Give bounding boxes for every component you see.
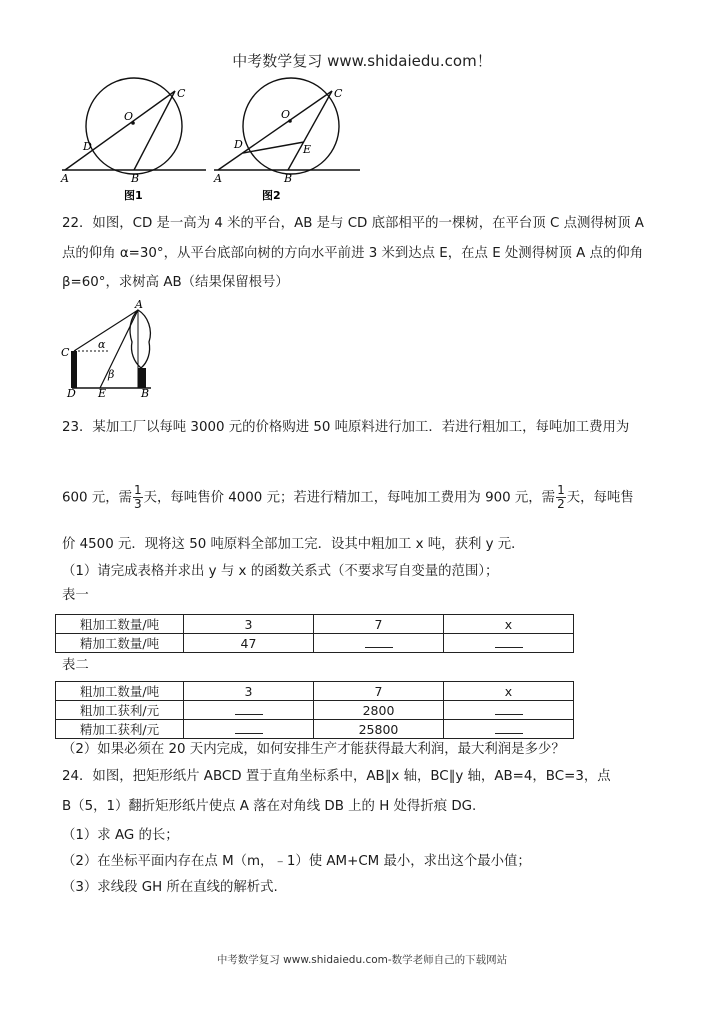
- fraction-2-denominator: 2: [557, 497, 565, 511]
- fig1-circle: [86, 78, 182, 174]
- table-cell: 7: [314, 682, 444, 701]
- fig2-label-E: E: [303, 143, 312, 156]
- table-cell: 3: [184, 682, 314, 701]
- fraction-1-denominator: 3: [134, 497, 142, 511]
- fraction-one-third: [133, 484, 143, 511]
- q24-sub-3: （3）求线段 GH 所在直线的解析式.: [62, 880, 278, 895]
- table-row: [56, 634, 574, 653]
- table-row: [56, 701, 574, 720]
- blank-cell: [184, 720, 314, 739]
- fig1-label-D: D: [83, 140, 92, 153]
- answer-blank: [365, 635, 393, 648]
- fig1-label-A: A: [61, 172, 69, 185]
- q24-sub-1: （1）求 AG 的长；: [62, 828, 179, 843]
- q22-label-B: B: [141, 387, 150, 398]
- q22-label-alpha: α: [98, 338, 106, 351]
- blank-cell: [444, 634, 574, 653]
- fig2-label-C: C: [334, 87, 343, 100]
- fig1-label-B: B: [131, 172, 140, 185]
- q22-label-D: D: [67, 387, 76, 398]
- table-row: [56, 720, 574, 739]
- q23-line-1: 23．某加工厂以每吨 3000 元的价格购进 50 吨原料进行加工．若进行粗加工，每吨加工费用为: [62, 420, 630, 435]
- q23-line-2-part-b: 天，每吨售价 4000 元；若进行精加工，每吨加工费用为 900 元，需: [143, 490, 556, 506]
- fraction-1-numerator: 1: [134, 483, 142, 497]
- page-footer: 中考数学复习 www.shidaiedu.com-数学老师自己的下载网站: [216, 954, 508, 966]
- figure-1: [58, 74, 206, 204]
- figure-2: [210, 74, 362, 204]
- q22-line-3: β=60°，求树高 AB（结果保留根号）: [62, 275, 289, 290]
- q23-sub-1: （1）请完成表格并求出 y 与 x 的函数关系式（不要求写自变量的范围）；: [62, 564, 499, 579]
- q22-platform-CD: [71, 351, 77, 388]
- q22-label-beta: β: [108, 368, 115, 381]
- q22-figure: [58, 296, 168, 398]
- table-cell: 精加工数量/吨: [56, 634, 184, 653]
- q23-line-2-part-c: 天，每吨售: [566, 490, 634, 506]
- table-cell: 精加工获利/元: [56, 720, 184, 739]
- blank-cell: [444, 720, 574, 739]
- answer-blank: [235, 702, 263, 715]
- table2-title: 表二: [62, 658, 89, 673]
- q24-line-1: 24．如图，把矩形纸片 ABCD 置于直角坐标系中，AB∥x 轴，BC∥y 轴，AB=4，BC=3，点: [62, 769, 611, 784]
- table-cell: 25800: [314, 720, 444, 739]
- q23-line-2-part-a: 600 元，需: [62, 490, 132, 506]
- q24-sub-2: （2）在坐标平面内存在点 M（m，﹣1）使 AM+CM 最小，求出这个最小值；: [62, 854, 531, 869]
- q22-label-E: E: [98, 387, 107, 398]
- table-cell: x: [444, 682, 574, 701]
- fig2-circle: [243, 78, 339, 174]
- table-cell: 47: [184, 634, 314, 653]
- table-cell: 7: [314, 615, 444, 634]
- q23-line-2: [62, 484, 634, 511]
- q23-sub-2: （2）如果必须在 20 天内完成，如何安排生产才能获得最大利润，最大利润是多少？: [62, 742, 565, 757]
- fig2-label-D: D: [234, 138, 243, 151]
- table-cell: 3: [184, 615, 314, 634]
- fig2-caption: 图2: [262, 189, 281, 202]
- fig2-label-A: A: [214, 172, 222, 185]
- answer-blank: [235, 721, 263, 734]
- q22-label-A: A: [135, 298, 143, 311]
- blank-cell: [184, 701, 314, 720]
- q22-trunk: [138, 368, 146, 388]
- q22-tree-crown: [130, 310, 150, 368]
- table-row: [56, 682, 574, 701]
- fig2-label-O: O: [281, 108, 291, 121]
- table-cell: 粗加工数量/吨: [56, 615, 184, 634]
- fraction-one-half: [556, 484, 566, 511]
- table-1: [55, 614, 574, 653]
- fig1-caption: 图1: [124, 189, 143, 202]
- fig2-label-B: B: [284, 172, 293, 185]
- fig2-line-BC: [288, 91, 332, 170]
- answer-blank: [495, 635, 523, 648]
- fig1-label-C: C: [177, 87, 186, 100]
- table-cell: x: [444, 615, 574, 634]
- table1-title: 表一: [62, 588, 89, 603]
- answer-blank: [495, 721, 523, 734]
- table-cell: 粗加工数量/吨: [56, 682, 184, 701]
- q22-label-C: C: [61, 346, 70, 359]
- answer-blank: [495, 702, 523, 715]
- blank-cell: [314, 634, 444, 653]
- blank-cell: [444, 701, 574, 720]
- table-cell: 粗加工获利/元: [56, 701, 184, 720]
- fig2-line-AC: [218, 91, 332, 170]
- fig1-line-AC: [65, 91, 175, 170]
- table-row: [56, 615, 574, 634]
- q23-line-3: 价 4500 元．现将这 50 吨原料全部加工完．设其中粗加工 x 吨，获利 y 元．: [62, 537, 525, 552]
- q22-line-2: 点的仰角 α=30°，从平台底部向树的方向水平前进 3 米到达点 E，在点 E 处测得树顶 A 点的仰角: [62, 246, 644, 261]
- fraction-2-numerator: 1: [557, 483, 565, 497]
- fig1-label-O: O: [124, 110, 134, 123]
- table-cell: 2800: [314, 701, 444, 720]
- page-header: 中考数学复习 www.shidaiedu.com！: [232, 52, 492, 70]
- q22-line-1: 22．如图，CD 是一高为 4 米的平台，AB 是与 CD 底部相平的一棵树，在平台顶 C 点测得树顶 A: [62, 216, 644, 231]
- table-2: [55, 681, 574, 739]
- q24-line-2: B（5，1）翻折矩形纸片使点 A 落在对角线 DB 上的 H 处得折痕 DG.: [62, 799, 477, 814]
- fig2-line-DE: [243, 142, 304, 153]
